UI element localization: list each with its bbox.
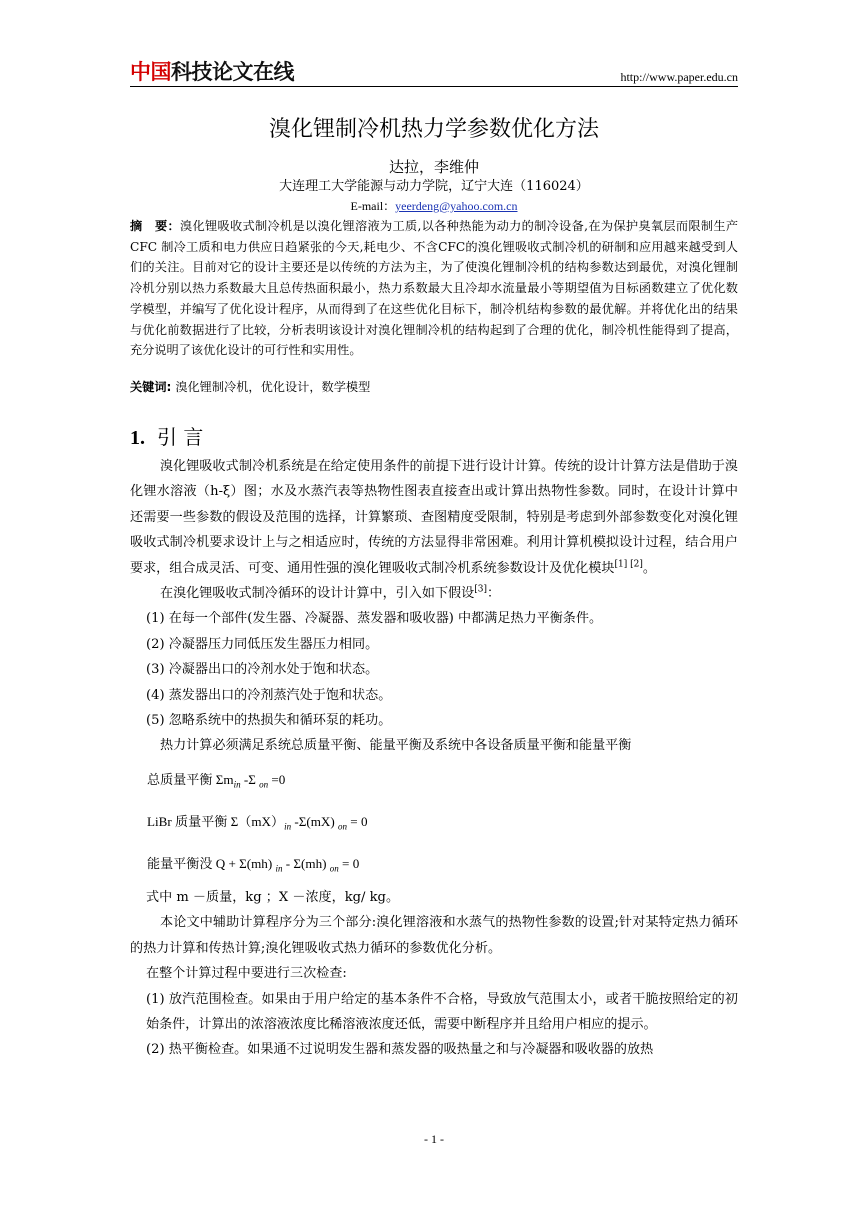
page-number: - 1 - bbox=[424, 1132, 444, 1146]
paragraph: 在整个计算过程中要进行三次检查: bbox=[146, 966, 347, 982]
paragraph-text: 溴化锂吸收式制冷机系统是在给定使用条件的前提下进行设计计算。传统的设计计算方法是借助于溴化锂水溶液（h-ξ）图；水及水蒸汽表等热物性图表直接查出或计算出热物性参数。同时，在设计计算中还需要一些参数的假设及范围的选择，计算繁琐、查图精度受限制，特别是考虑到外部参数变化对溴化锂吸收式制冷机要求设计上与之相适应时，传统的方法显得非常困难。利用计算机模拟设计过程，结合用户要求，组合成灵活、可变、通用性强的溴化锂吸收式制冷机系统参数设计及优化模块 bbox=[130, 459, 738, 576]
eq-part: LiBr 质量平衡 Σ（mX） bbox=[147, 813, 285, 829]
eq-part: -Σ(mX) bbox=[291, 813, 339, 829]
list-item: (1) 在每一个部件(发生器、冷凝器、蒸发器和吸收器) 中都满足热力平衡条件。 bbox=[146, 611, 603, 627]
section-title: 引 言 bbox=[157, 425, 204, 449]
abstract-label: 摘 要： bbox=[130, 219, 180, 233]
abstract-text: 溴化锂吸收式制冷机是以溴化锂溶液为工质,以各种热能为动力的制冷设备,在为保护臭氧层而限制生产CFC 制冷工质和电力供应日趋紧张的今天,耗电少、不含CFC的溴化锂吸收式制冷机的研制和应用越来越受到人们的关注。目前对它的设计主要还是以传统的方法为主，为了使溴化锂制冷机的结构参数达到最优，对溴化锂制冷机分别以热力系数最大且总传热面积最小，热力系数最大且冷却水流量最小等期望值为目标函数建立了优化数学模型，并编写了优化设计程序，从而得到了在这些优化目标下，制冷机结构参数的最优解。并将优化出的结果与优化前数据进行了比较，分析表明该设计对溴化锂制冷机的结构起到了合理的优化，制冷机性能得到了提高，充分说明了该优化设计的可行性和实用性。 bbox=[130, 219, 739, 358]
page-header bbox=[130, 58, 738, 86]
paragraph bbox=[130, 454, 738, 581]
section-number: 1. bbox=[130, 427, 145, 449]
eq-part: 总质量平衡 Σm bbox=[147, 771, 234, 787]
list-item: (3) 冷凝器出口的冷剂水处于饱和状态。 bbox=[146, 662, 379, 678]
eq-part: -Σ bbox=[240, 771, 260, 787]
list-item: (5) 忽略系统中的热损失和循环泵的耗功。 bbox=[146, 713, 392, 729]
list-item: (2) 热平衡检查。如果通不过说明发生器和蒸发器的吸热量之和与冷凝器和吸收器的放热 bbox=[146, 1042, 654, 1058]
paragraph: 本论文中辅助计算程序分为三个部分:溴化锂溶液和水蒸气的热物性参数的设置;针对某特定热力循环的热力计算和传热计算;溴化锂吸收式热力循环的参数优化分析。 bbox=[130, 915, 738, 956]
paper-authors: 达拉，李维仲 bbox=[388, 158, 479, 176]
eq-part: =0 bbox=[268, 771, 286, 787]
site-url: http://www.paper.edu.cn bbox=[620, 70, 738, 84]
eq-sub: in bbox=[275, 863, 283, 874]
keywords bbox=[130, 378, 738, 396]
eq-part: = 0 bbox=[338, 855, 360, 871]
email-link[interactable]: yeerdeng@yahoo.com.cn bbox=[395, 199, 518, 213]
paper-title: 溴化锂制冷机热力学参数优化方法 bbox=[268, 117, 599, 142]
eq-sub: in bbox=[284, 821, 292, 832]
list-item: (4) 蒸发器出口的冷剂蒸汽处于饱和状态。 bbox=[146, 687, 392, 703]
logo-black-text: 科技论文在线 bbox=[171, 60, 294, 84]
eq-part: = 0 bbox=[347, 813, 368, 829]
paragraph-end: ： bbox=[487, 586, 501, 602]
citation-ref: [1] [2] bbox=[614, 559, 643, 570]
list-item: (2) 冷凝器压力同低压发生器压力相同。 bbox=[146, 636, 379, 652]
variable-definition: 式中 m －质量，kg ；X －浓度，kg/ kg。 bbox=[146, 889, 400, 905]
citation-ref: [3] bbox=[474, 584, 487, 595]
paragraph-text: 在溴化锂吸收式制冷循环的设计计算中，引入如下假设 bbox=[160, 586, 475, 602]
eq-sub: on bbox=[329, 863, 339, 874]
site-logo bbox=[130, 58, 294, 86]
email-label: E-mail： bbox=[350, 199, 396, 213]
keywords-text: 溴化锂制冷机，优化设计，数学模型 bbox=[175, 380, 371, 394]
eq-part: 能量平衡没 Q + Σ(mh) bbox=[147, 855, 276, 871]
eq-sub: in bbox=[233, 779, 241, 790]
header-rule bbox=[130, 86, 738, 87]
section-heading bbox=[130, 424, 203, 451]
eq-sub: on bbox=[338, 821, 348, 832]
body-text bbox=[130, 454, 738, 1063]
abstract bbox=[130, 216, 738, 361]
paragraph bbox=[130, 581, 738, 606]
paragraph: 热力计算必须满足系统总质量平衡、能量平衡及系统中各设备质量平衡和能量平衡 bbox=[160, 738, 632, 754]
paper-email-line bbox=[130, 198, 738, 214]
list-item: (1) 放汽范围检查。如果由于用户给定的基本条件不合格，导致放气范围太小，或者干脆按照给定的初始条件，计算出的浓溶液浓度比稀溶液浓度还低，需要中断程序并且给用户相应的提示。 bbox=[146, 991, 738, 1032]
eq-sub: on bbox=[259, 779, 269, 790]
equation-libr-balance bbox=[130, 801, 738, 843]
keywords-label: 关键词: bbox=[130, 380, 172, 394]
logo-red-text: 中国 bbox=[130, 60, 171, 84]
equation-mass-balance bbox=[130, 759, 738, 801]
eq-part: - Σ(mh) bbox=[282, 855, 330, 871]
paper-affiliation: 大连理工大学能源与动力学院，辽宁大连（116024） bbox=[279, 179, 589, 194]
equation-energy-balance bbox=[130, 843, 738, 885]
paragraph-end: 。 bbox=[642, 560, 656, 576]
